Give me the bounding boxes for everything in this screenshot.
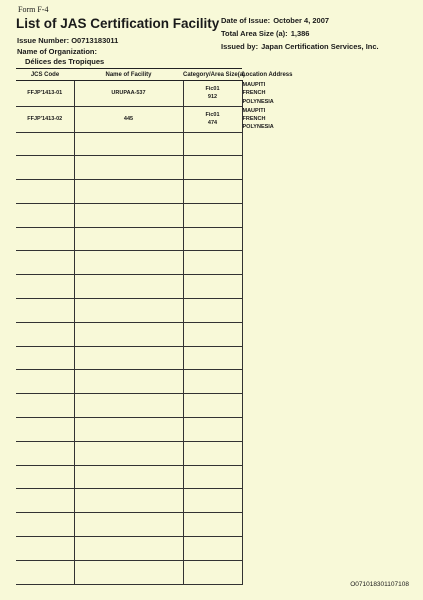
header-category-size: Category/Area Size(a) [183,69,242,81]
table-row-empty [16,227,407,251]
issue-number-value: O0713183011 [71,36,119,45]
header-jcs-code: JCS Code [16,69,74,81]
cell-facility [74,489,183,513]
total-area-label: Total Area Size (a): [221,29,288,38]
cell-facility [74,394,183,418]
issued-by-value: Japan Certification Services, Inc. [261,42,379,51]
table-row-empty [16,322,407,346]
cell-category-size [183,81,242,107]
issued-by [221,42,379,51]
cell-category-size [183,180,242,204]
issue-number-label: Issue Number: [17,36,70,45]
page-title: List of JAS Certification Facility [16,16,220,31]
cell-category-size [183,227,242,251]
cell-facility [74,156,183,180]
cell-category: Fic01 [205,86,220,93]
cell-code [16,322,74,346]
cell-category-size [183,156,242,180]
total-area-value: 1,386 [290,29,310,38]
cell-category-size [183,394,242,418]
cell-facility [74,513,183,537]
cell-category-size [183,106,242,132]
cell-facility [74,465,183,489]
cell-code [16,537,74,561]
cell-code [16,441,74,465]
cell-facility [74,441,183,465]
cell-category: Fic01 [205,111,220,118]
cell-code: FFJP'1413-02 [16,106,74,132]
organization-name: Délices des Tropiques [25,57,105,66]
total-area [221,29,309,38]
issued-by-label: Issued by: [221,42,259,51]
cell-code [16,418,74,442]
cell-code [16,251,74,275]
cell-category-size [183,346,242,370]
table-row-empty [16,441,407,465]
table-header-row: JCS Code Name of Facility Category/Area Size(a) Location Address [16,69,407,81]
cell-category-size [183,513,242,537]
cell-category-size [183,465,242,489]
cell-facility [74,560,183,584]
table-row-empty [16,180,407,204]
cell-category-size [183,370,242,394]
table-row: FFJP'1413-02 445 Fic01 474 MAUPITI FRENCH POLYNESIA [16,106,407,132]
cell-facility [74,370,183,394]
table-row-empty [16,156,407,180]
cell-code [16,465,74,489]
table-row-empty [16,513,407,537]
cell-facility [74,180,183,204]
cell-category-size [183,203,242,227]
header-facility-name: Name of Facility [74,69,183,81]
cell-facility [74,537,183,561]
cell-code [16,203,74,227]
cell-facility [74,299,183,323]
table-row-empty [16,489,407,513]
cell-category-size [183,537,242,561]
cell-code [16,394,74,418]
cell-category-size [183,560,242,584]
organization-label: Name of Organization: [17,47,98,56]
cell-code [16,275,74,299]
cell-code [16,560,74,584]
table-row-empty [16,132,407,156]
cell-facility [74,275,183,299]
date-value: October 4, 2007 [273,16,330,25]
cell-category-size [183,275,242,299]
cell-facility [74,227,183,251]
table-row-empty [16,418,407,442]
issue-number [17,36,118,45]
cell-code [16,227,74,251]
cell-code [16,132,74,156]
cell-category-size [183,418,242,442]
cell-facility [74,346,183,370]
table-row-empty [16,346,407,370]
table-row-empty [16,560,407,584]
date-label: Date of Issue: [221,16,271,25]
footer-code: O071018301107108 [350,581,409,588]
table-row-empty [16,370,407,394]
table-row-empty [16,299,407,323]
table-row-empty [16,275,407,299]
cell-code [16,370,74,394]
cell-category-size [183,489,242,513]
cell-code: FFJP'1413-01 [16,81,74,107]
cell-category-size [183,441,242,465]
table-row-empty [16,203,407,227]
facility-table [16,68,407,585]
cell-category-size [183,322,242,346]
cell-facility [74,251,183,275]
cell-size: 474 [207,120,218,127]
cell-code [16,489,74,513]
cell-category-size [183,251,242,275]
cell-facility [74,132,183,156]
cell-code [16,513,74,537]
cell-facility: URUPAA-537 [74,81,183,107]
date-of-issue [221,16,329,25]
table-row: FFJP'1413-01 URUPAA-537 Fic01 912 MAUPITI FRENCH POLYNESIA [16,81,407,107]
table-row-empty [16,465,407,489]
cell-facility [74,203,183,227]
cell-code [16,156,74,180]
table-row-empty [16,394,407,418]
cell-facility [74,322,183,346]
cell-category-size [183,299,242,323]
table-row-empty [16,537,407,561]
cell-code [16,299,74,323]
cell-facility: 445 [74,106,183,132]
table-row-empty [16,251,407,275]
cell-facility [74,418,183,442]
cell-code [16,346,74,370]
cell-code [16,180,74,204]
cell-category-size [183,132,242,156]
cell-size: 912 [207,94,218,101]
form-number: Form F-4 [18,5,49,14]
